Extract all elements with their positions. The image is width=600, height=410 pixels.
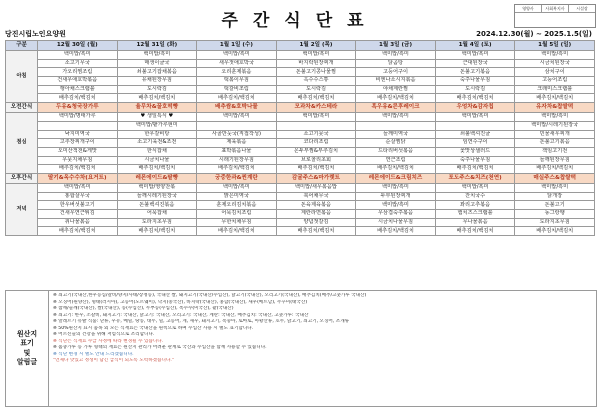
- menu-row: [6, 94, 595, 103]
- menu-cell: 배추김치/백김치: [276, 227, 356, 236]
- menu-cell: 백미밥/흑미: [38, 51, 118, 60]
- menu-cell: 시래기된장무침: [197, 156, 277, 165]
- menu-row: [6, 77, 595, 86]
- notes-section: [5, 290, 597, 407]
- menu-cell: 낙지미역국: [38, 130, 118, 139]
- notice-line: ※ 참깨/들깨(국내산), 쌀(국내산), 콩(수입산), 두부콩(수입산), 옥수수(미국산), 팥(국내산): [53, 306, 234, 312]
- snack-cell: 우엉차&감자칩: [435, 103, 515, 113]
- menu-cell: 백미밥/흑미: [435, 51, 515, 60]
- menu-cell: 도시락김: [276, 85, 356, 94]
- menu-cell: 순살찜닭: [356, 139, 436, 148]
- menu-cell: 배추김치/백김치: [38, 165, 118, 174]
- menu-cell: 코다리조림: [276, 139, 356, 148]
- menu-row: [6, 210, 595, 219]
- menu-cell: [38, 121, 118, 130]
- menu-cell: 오미산적전&게맛: [38, 147, 118, 156]
- notice-line: ※ 어르신들의 건강을 위해 저염식으로 조리합니다.: [53, 332, 155, 338]
- notice-line: ※ 쇠고기(국내산,한우등심/갈비/양지/사태/장정등), 국내산 쌀, 돼지고기(국내산/수입산), 닭고기(국내산), 오리고기(국내산), 배추김치(배추/고춧가루 국내산): [53, 293, 367, 298]
- menu-cell: 시금치나물무침: [356, 218, 436, 227]
- menu-row: [6, 218, 595, 227]
- menu-cell: 건새우애호박볶음: [38, 77, 118, 86]
- meal-category: 오전간식: [6, 103, 38, 113]
- menu-cell: 쇠불백셔진굴: [435, 130, 515, 139]
- menu-cell: 브로콜리초회: [276, 156, 356, 165]
- header-day: 12월 30일 (월): [38, 41, 118, 51]
- snack-cell: 모과차&카스테라: [276, 103, 356, 113]
- approval-dietitian: 영양사: [515, 5, 542, 13]
- menu-cell: 들깨시레기된장국: [117, 192, 197, 201]
- menu-cell: 삼치구이: [515, 68, 595, 77]
- menu-cell: 어묵잡채: [117, 210, 197, 219]
- menu-cell: 배추김치/백김치: [197, 94, 277, 103]
- menu-cell: 비엔나소시지볶음: [356, 77, 436, 86]
- menu-cell: 백미밥/흑미: [356, 183, 436, 192]
- menu-cell: [356, 121, 436, 130]
- menu-cell: 고추장찌개구이: [38, 139, 118, 148]
- menu-cell: 도라지초무침: [515, 218, 595, 227]
- header-day: 1월 5일 (일): [515, 41, 595, 51]
- menu-period: 2024.12.30(월) ~ 2025.1.5(일): [476, 30, 592, 38]
- menu-cell: 돈불고기: [515, 201, 595, 210]
- snack-cell: 궁중한과&찐계란: [197, 173, 277, 183]
- menu-cell: 배추김치/백김치: [197, 227, 277, 236]
- weekly-menu-table: [5, 40, 595, 236]
- menu-cell: 양념젓갈김: [276, 218, 356, 227]
- menu-cell: 백미밥/흑미: [356, 113, 436, 122]
- notes-label: [6, 291, 49, 406]
- header-day: 1월 4일 (토): [435, 41, 515, 51]
- menu-cell: 배추김치/백김치: [276, 94, 356, 103]
- menu-cell: 백미밥/흑미: [356, 51, 436, 60]
- menu-cell: 꽃맛상샐러드: [435, 147, 515, 156]
- menu-cell: 닭개장: [515, 192, 595, 201]
- menu-cell: 무한치채무침: [197, 218, 277, 227]
- menu-row: [6, 201, 595, 210]
- menu-body: [6, 51, 595, 236]
- meal-category: 아침: [6, 51, 38, 103]
- menu-cell: 배추김치/백김치: [197, 165, 277, 174]
- menu-cell: 꽈리고추볶음: [435, 201, 515, 210]
- menu-cell: 백미밥/흑미: [197, 183, 277, 192]
- menu-cell: 잭임고기전: [515, 147, 595, 156]
- menu-cell: 근대된장국: [435, 59, 515, 68]
- menu-cell: 우뭇지채무침: [38, 156, 118, 165]
- menu-row: [6, 51, 595, 60]
- menu-cell: 고등어조림: [515, 77, 595, 86]
- menu-cell: 숙주나물무침: [435, 156, 515, 165]
- menu-cell: 배추김치/백김치: [117, 165, 197, 174]
- menu-cell: 백미밥/흑미: [197, 113, 277, 122]
- menu-cell: 한우갈비탕: [117, 130, 197, 139]
- notes-label-text: [17, 330, 37, 366]
- menu-cell: 잔치국수: [435, 192, 515, 201]
- menu-cell: 계란라면볶음: [276, 210, 356, 219]
- menu-cell: 들깨된장무침: [515, 156, 595, 165]
- menu-cell: 취나물볶음: [38, 218, 118, 227]
- menu-row: [6, 59, 595, 68]
- menu-row: [6, 227, 595, 236]
- menu-cell: 크래미스크램블: [515, 85, 595, 94]
- menu-cell: 배추김치/백김치: [435, 94, 515, 103]
- menu-cell: 소고기육전&조전: [117, 139, 197, 148]
- menu-cell: 연근조림: [356, 156, 436, 165]
- menu-cell: 백미밥/흑미: [515, 51, 595, 60]
- menu-row: [6, 165, 595, 174]
- menu-cell: 닭곰탕: [356, 59, 436, 68]
- menu-cell: 북어채무국: [276, 192, 356, 201]
- notice-line: ※ 식단은 식재료 수급 사정에 따라 변경될 수 있습니다.: [53, 338, 164, 344]
- menu-cell: 소고기뭇국: [276, 130, 356, 139]
- menu-cell: 백미밥/흑미: [515, 183, 595, 192]
- menu-cell: 소고기무국: [38, 59, 118, 68]
- notice-line: ※ 흡충가루 등 가루 형태의 재료는 원산지 관리가 어려운 관계로 국산과 수입산을 함께 사용할 수 있습니다.: [53, 345, 267, 351]
- menu-cell: [276, 121, 356, 130]
- menu-cell: 유채된장무침: [117, 77, 197, 86]
- menu-cell: 배추김치/백김치: [356, 165, 436, 174]
- menu-cell: [435, 121, 515, 130]
- menu-cell: 백미밥/시레기된장국: [515, 121, 595, 130]
- notice-line: ※ 식단 변경 시 별도 안내 드리겠습니다.: [53, 351, 134, 357]
- menu-cell: 가오리찜조림: [38, 68, 118, 77]
- menu-cell: 제육볶음: [197, 139, 277, 148]
- header-day: 12월 31일 (화): [117, 41, 197, 51]
- menu-row: [6, 183, 595, 192]
- snack-cell: 흑우유&콘후레이크: [356, 103, 436, 113]
- notice-line: ※ 쇠고기: 한우, 소갈비, 돼지고기: 국내산, 닭고기: 국내산, 오리고기: 국내산, 계란: 국내산, 배추김치: 국내산, 고춧가루: 국내산: [53, 312, 309, 318]
- menu-cell: 백미밥/흑미: [435, 113, 515, 122]
- menu-cell: 무나물볶음: [435, 218, 515, 227]
- menu-cell: 백미밥/흑미: [356, 201, 436, 210]
- menu-cell: 쇠불고기잡채볶음: [117, 68, 197, 77]
- menu-cell: 배추김치/백김치: [38, 227, 118, 236]
- page-title: 주간식단표: [221, 11, 379, 31]
- snack-cell: 포도주스&치즈(천연): [435, 173, 515, 183]
- menu-cell: 임연수구이: [435, 139, 515, 148]
- menu-cell: 바지락된장찌개: [276, 59, 356, 68]
- menu-row: [6, 85, 595, 94]
- notes-label-line: 표기: [20, 339, 34, 348]
- header-day: 1월 2일 (목): [276, 41, 356, 51]
- menu-cell: 떡갈비조림: [197, 85, 277, 94]
- notes-label-line: 알림글: [16, 357, 38, 366]
- menu-cell: 두부된장찌개: [356, 192, 436, 201]
- menu-cell: 옥수수스튜: [276, 77, 356, 86]
- notice-line: ※ 오징어(원양산), 명태(러시아), 고등어(노르웨이), 낙지(중국산), 바지락(국내산), 홍합(국내산), 새우(베트남), 주꾸미(태국산): [53, 299, 308, 305]
- snack-cell: 레몬에이드&팥빵: [117, 173, 197, 183]
- menu-cell: 한식잡채: [117, 147, 197, 156]
- menu-row: [6, 130, 595, 139]
- menu-cell: 민물새우찌개: [515, 130, 595, 139]
- header-category: 구분: [6, 41, 38, 51]
- menu-cell: 배추김치/백김치: [117, 227, 197, 236]
- menu-cell: 백미밥/흑미: [197, 51, 277, 60]
- menu-cell: 배추김치/백김치: [515, 165, 595, 174]
- menu-cell: 햄치즈스크램블: [435, 210, 515, 219]
- menu-cell: 배추김치/백김치: [435, 227, 515, 236]
- organization-name: 당진시립노인요양원: [5, 30, 66, 38]
- menu-row: [6, 113, 595, 122]
- menu-row: [6, 121, 595, 130]
- menu-cell: 백미밥/흑미: [276, 51, 356, 60]
- menu-cell: 한우버섯불고기: [38, 201, 118, 210]
- menu-cell: 배추김치/백김치: [356, 227, 436, 236]
- menu-cell: 매생이굴국: [117, 59, 197, 68]
- header-day: 1월 1일 (수): [197, 41, 277, 51]
- menu-cell: [197, 121, 277, 130]
- menu-cell: 훈제오리김치볶음: [197, 201, 277, 210]
- menu-cell: 도시락김: [435, 85, 515, 94]
- snack-cell: 배추쌈&호박나물: [197, 103, 277, 113]
- menu-cell: 돈불백셔진볶음: [117, 201, 197, 210]
- menu-row: [6, 139, 595, 148]
- menu-cell: ♥ 생일특식 ♥: [117, 113, 197, 122]
- approval-box: [514, 4, 596, 28]
- menu-cell: 홍합살무국: [38, 192, 118, 201]
- menu-cell: 배추김치/백김치: [356, 94, 436, 103]
- menu-cell: 들깨미역국: [356, 130, 436, 139]
- menu-cell: 야채계란찜: [356, 85, 436, 94]
- menu-cell: 새우젓애호박국: [197, 59, 277, 68]
- menu-cell: 우삼겹숙주볶음: [356, 210, 436, 219]
- snack-cell: 유자차&찹쌀떡: [515, 103, 595, 113]
- notice-line: ※ 50%원산지 표시 품목 외 모든 식재료는 국내산을 원칙으로 하며 수입산 사용 시 별도 표기합니다.: [53, 325, 254, 331]
- snack-row: [6, 103, 595, 113]
- menu-cell: 백미밥/명태가루: [38, 113, 118, 122]
- snack-cell: 딸기&옥수수차(요거트): [38, 173, 118, 183]
- menu-cell: 행아채스크램블: [38, 85, 118, 94]
- menu-cell: 숙주나물무침: [435, 77, 515, 86]
- approval-social-worker: 사회복지사: [542, 5, 569, 13]
- menu-cell: 도시락김: [117, 85, 197, 94]
- notice-line: ※ 알레르기 유발 식품: 난류, 우유, 메밀, 땅콩, 대두, 밀, 고등어, 게, 새우, 돼지고기, 복숭아, 토마토, 아황산류, 호두, 닭고기, 쇠고기, 오징어, 조개류: [53, 319, 350, 325]
- notice-line: "언제나 맛있고 정성이 담긴 급식이 되도록 노력하겠습니다.": [53, 358, 174, 364]
- menu-cell: 백미밥/흑미: [276, 113, 356, 122]
- menu-cell: 배추김치/백김치: [276, 165, 356, 174]
- menu-cell: 백미밥/팥가루현미: [117, 121, 197, 130]
- meal-category: 점심: [6, 113, 38, 174]
- menu-cell: 사골만둣국(직접작성): [197, 130, 277, 139]
- menu-cell: 배추김치/백김치: [515, 227, 595, 236]
- menu-cell: 동그랑땡: [515, 210, 595, 219]
- menu-cell: 백미밥/흑미: [117, 51, 197, 60]
- notes-label-line: 원산지: [16, 330, 38, 339]
- snack-cell: 레몬에이드&크림치즈: [356, 173, 436, 183]
- menu-row: [6, 68, 595, 77]
- menu-cell: 배추김치/백김치: [515, 94, 595, 103]
- menu-cell: 시금치된장국: [515, 59, 595, 68]
- snack-cell: 두유&청국장가루: [38, 103, 118, 113]
- meal-category: 오후간식: [6, 173, 38, 183]
- snack-cell: 매실주스&찹쌀떡: [515, 173, 595, 183]
- menu-cell: 어묵김치조림: [197, 210, 277, 219]
- header-row: [6, 41, 595, 51]
- snack-cell: 감귤주스&마가렛트: [276, 173, 356, 183]
- menu-cell: 고등어구이: [356, 68, 436, 77]
- menu-cell: 표박볶음나물: [197, 147, 277, 156]
- notes-body: [49, 291, 596, 406]
- menu-row: [6, 192, 595, 201]
- menu-row: [6, 147, 595, 156]
- menu-cell: 배추김치/백김치: [117, 94, 197, 103]
- snack-cell: 율무차&꿀호떡빵: [117, 103, 197, 113]
- menu-cell: 건새우연근튀김: [38, 210, 118, 219]
- menu-row: [6, 156, 595, 165]
- menu-cell: 배추김치/백김치: [38, 94, 118, 103]
- menu-cell: 돈불고기콩나물찜: [276, 68, 356, 77]
- menu-cell: 오리훈제볶음: [197, 68, 277, 77]
- menu-cell: 돈불고기볶음: [435, 68, 515, 77]
- menu-cell: 온두부찜&부추김치: [276, 147, 356, 156]
- menu-cell: 백미밥/흑미: [435, 183, 515, 192]
- menu-cell: 도라지초무침: [117, 218, 197, 227]
- menu-cell: 드타리버섯볶음: [356, 147, 436, 156]
- menu-cell: 떡볶이무침: [197, 77, 277, 86]
- notes-label-line: 및: [23, 348, 31, 357]
- meal-category: 저녁: [6, 183, 38, 235]
- menu-cell: 돈육제육볶음: [276, 201, 356, 210]
- menu-cell: 배추김치/백김치: [435, 165, 515, 174]
- menu-cell: 백미밥/영양찬볶: [117, 183, 197, 192]
- menu-cell: 백미밥/흑미: [515, 113, 595, 122]
- snack-row: [6, 173, 595, 183]
- menu-cell: 돈불고기볶음: [515, 139, 595, 148]
- header-day: 1월 3일 (금): [356, 41, 436, 51]
- menu-cell: 맑은미역국: [197, 192, 277, 201]
- menu-cell: 백미밥/새우볶음밥: [276, 183, 356, 192]
- menu-cell: 백미밥/흑미: [38, 183, 118, 192]
- approval-director: 시설장: [569, 5, 595, 13]
- menu-cell: 시금치나물: [117, 156, 197, 165]
